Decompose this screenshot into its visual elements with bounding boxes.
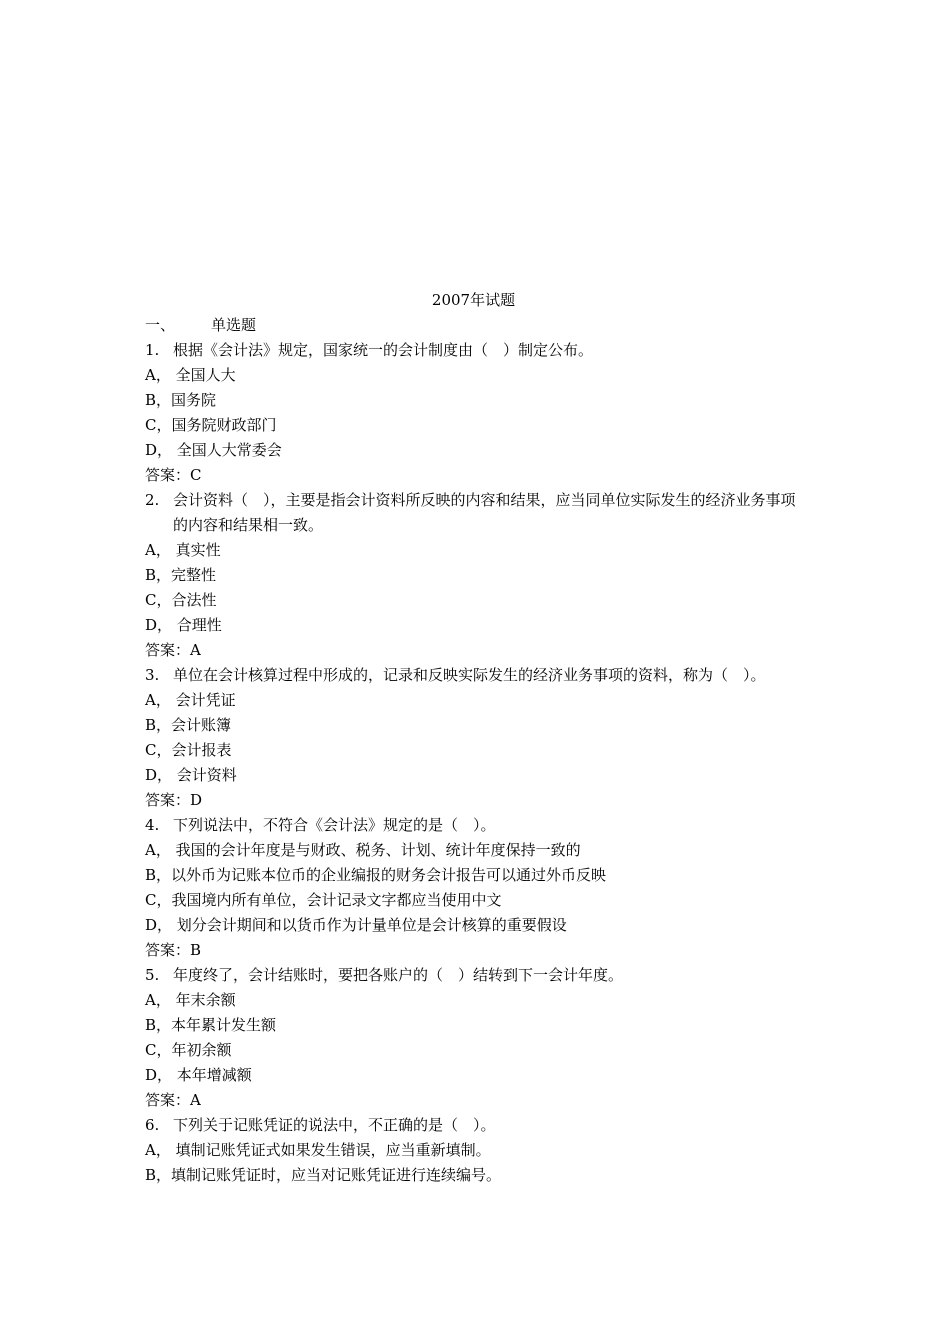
option-a: A， 真实性	[145, 541, 221, 559]
question-number: 2.	[145, 491, 160, 509]
answer: 答案：B	[145, 941, 202, 959]
question-number: 4.	[145, 816, 160, 834]
document-body	[145, 288, 810, 1188]
question-text: 下列说法中，不符合《会计法》规定的是（ ）。	[173, 816, 496, 834]
answer: 答案：A	[145, 1091, 201, 1109]
option-c: C，合法性	[145, 591, 217, 609]
question-3	[145, 663, 810, 813]
option-b: B，以外币为记账本位币的企业编报的财务会计报告可以通过外币反映	[145, 866, 607, 884]
option-c: C，我国境内所有单位，会计记录文字都应当使用中文	[145, 891, 502, 909]
option-a: A， 我国的会计年度是与财政、税务、计划、统计年度保持一致的	[145, 841, 581, 859]
option-c: C，会计报表	[145, 741, 232, 759]
option-d: D， 全国人大常委会	[145, 441, 282, 459]
option-a: A， 年末余额	[145, 991, 236, 1009]
question-5	[145, 963, 810, 1113]
question-number: 3.	[145, 666, 160, 684]
option-b: B，国务院	[145, 391, 217, 409]
question-4	[145, 813, 810, 963]
answer: 答案：A	[145, 641, 201, 659]
option-d: D， 本年增减额	[145, 1066, 252, 1084]
option-b: B，会计账簿	[145, 716, 232, 734]
option-d: D， 会计资料	[145, 766, 237, 784]
question-text: 会计资料（ ），主要是指会计资料所反映的内容和结果，应当同单位实际发生的经济业务事项的内容和结果相一致。	[173, 491, 796, 534]
question-stem	[145, 663, 810, 688]
answer: 答案：C	[145, 466, 202, 484]
question-1	[145, 338, 810, 488]
answer: 答案：D	[145, 791, 203, 809]
question-text: 单位在会计核算过程中形成的，记录和反映实际发生的经济业务事项的资料，称为（ ）。	[173, 666, 766, 684]
question-stem	[145, 338, 810, 363]
question-text: 下列关于记账凭证的说法中，不正确的是（ ）。	[173, 1116, 496, 1134]
question-stem	[145, 963, 810, 988]
option-a: A， 会计凭证	[145, 691, 236, 709]
document-title: 2007年试题	[431, 291, 516, 309]
section-label: 单选题	[211, 316, 257, 334]
option-b: B，完整性	[145, 566, 217, 584]
question-number: 1.	[145, 341, 160, 359]
option-a: A， 填制记账凭证式如果发生错误，应当重新填制。	[145, 1141, 491, 1159]
option-c: C，年初余额	[145, 1041, 232, 1059]
question-text: 年度终了，会计结账时，要把各账户的（ ）结转到下一会计年度。	[173, 966, 624, 984]
question-stem	[145, 813, 810, 838]
option-b: B，本年累计发生额	[145, 1016, 277, 1034]
question-stem	[145, 488, 810, 538]
question-text: 根据《会计法》规定，国家统一的会计制度由（ ）制定公布。	[173, 341, 594, 359]
option-c: C，国务院财政部门	[145, 416, 277, 434]
option-a: A， 全国人大	[145, 366, 236, 384]
section-number: 一、	[145, 316, 176, 334]
option-b: B，填制记账凭证时，应当对记账凭证进行连续编号。	[145, 1166, 502, 1184]
question-6	[145, 1113, 810, 1188]
question-number: 5.	[145, 966, 160, 984]
option-d: D， 划分会计期间和以货币作为计量单位是会计核算的重要假设	[145, 916, 567, 934]
question-number: 6.	[145, 1116, 160, 1134]
section-heading	[145, 313, 810, 338]
option-d: D， 合理性	[145, 616, 222, 634]
question-2	[145, 488, 810, 663]
question-stem	[145, 1113, 810, 1138]
